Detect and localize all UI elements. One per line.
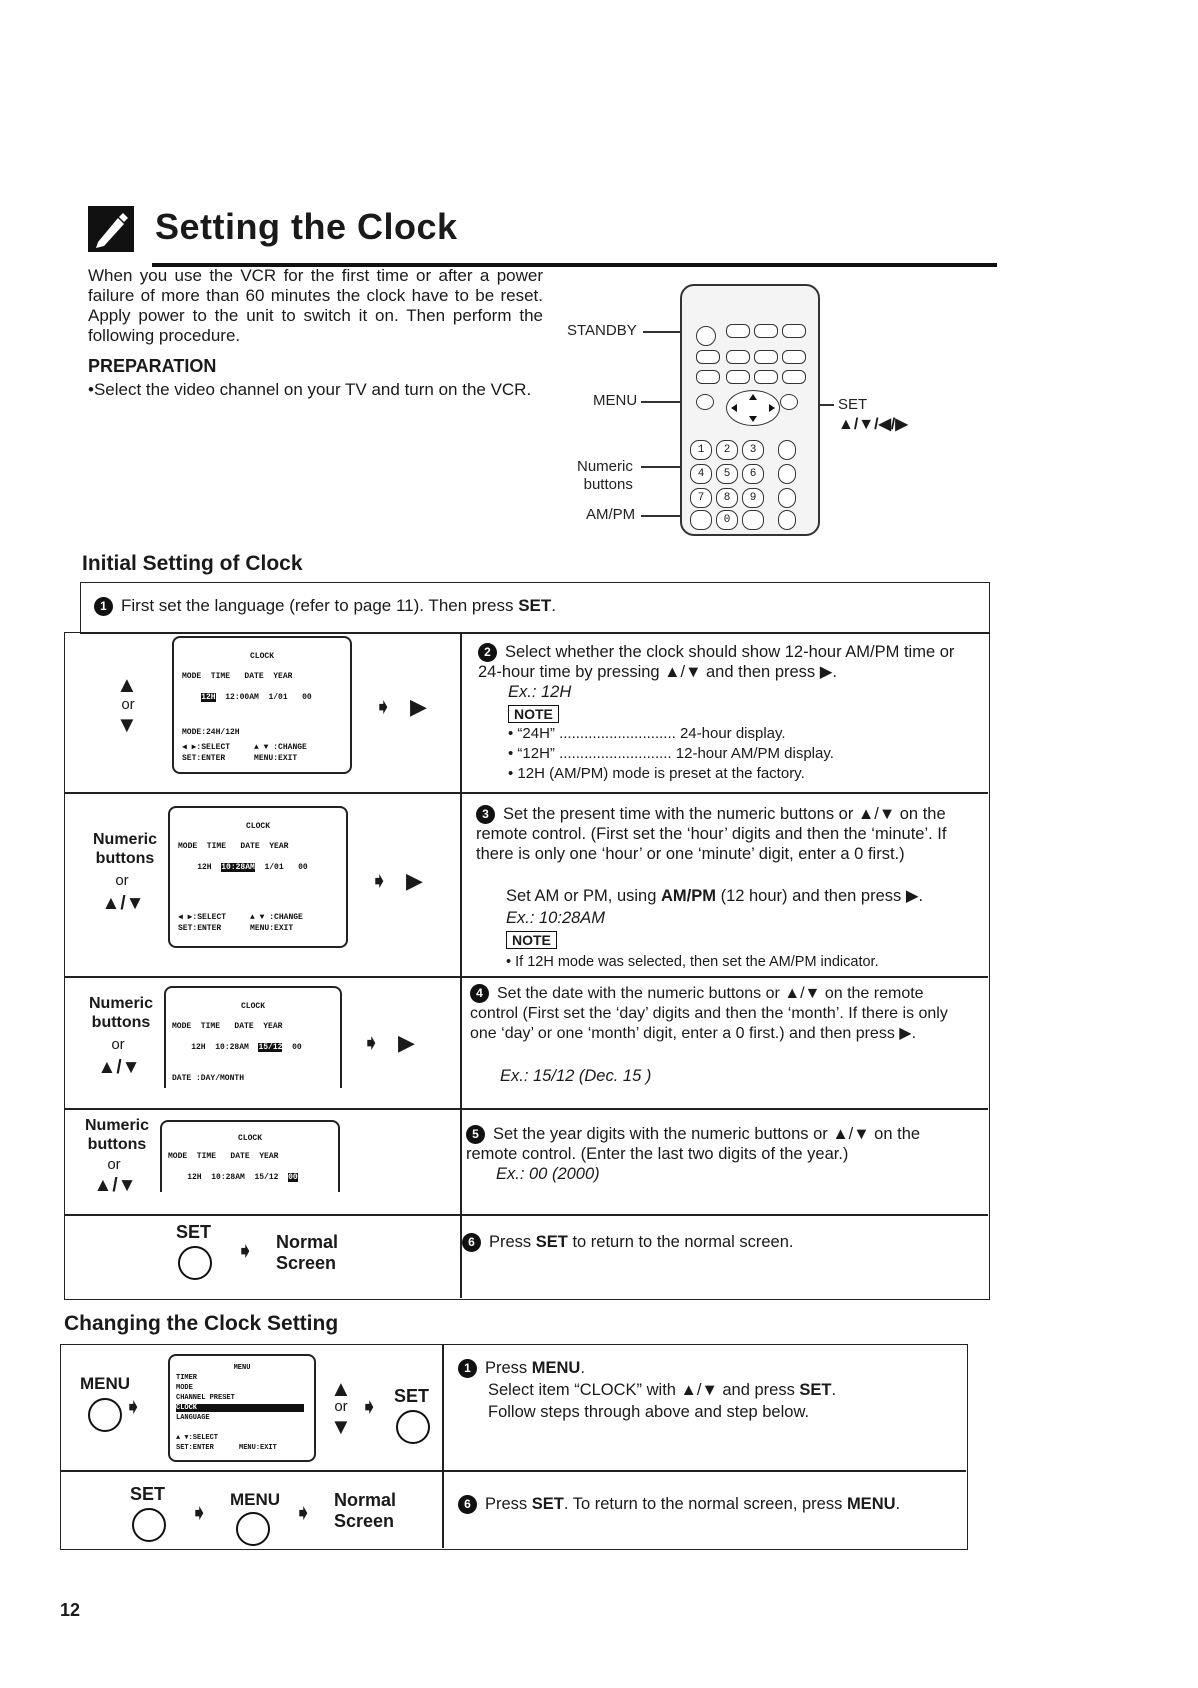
set-button-icon — [132, 1508, 166, 1542]
remote-button[interactable] — [782, 370, 806, 384]
change-step6-text: 6 Press SET. To return to the normal screen, press MENU. — [458, 1494, 958, 1514]
or-label: or — [115, 872, 129, 889]
menu-button[interactable] — [696, 394, 714, 410]
ampm-leader — [641, 515, 681, 517]
numeric-buttons-label: Numeric buttons — [84, 1117, 150, 1153]
row-divider — [64, 792, 988, 794]
right-arrow-icon: ➧ — [294, 1500, 313, 1525]
num-key[interactable]: 4 — [690, 464, 712, 484]
row-divider — [64, 1214, 988, 1216]
menu-label: MENU — [230, 1490, 281, 1509]
row-divider — [64, 1108, 988, 1110]
page-title: Setting the Clock — [155, 206, 458, 247]
numeric-buttons-label: Numeric buttons — [92, 831, 158, 867]
remote-button[interactable] — [754, 324, 778, 338]
or-label: or — [107, 1156, 121, 1173]
set-button-icon — [178, 1246, 212, 1280]
down-arrow-icon: ▼ — [330, 1414, 352, 1439]
preparation-heading: PREPARATION — [88, 356, 217, 376]
step3-note: NOTE — [506, 930, 557, 950]
right-arrow-icon: ➧ — [124, 1394, 143, 1419]
or-label: or — [121, 696, 135, 713]
num-key[interactable]: 1 — [690, 440, 712, 460]
changing-heading: Changing the Clock Setting — [64, 1312, 339, 1335]
standby-button[interactable] — [696, 326, 716, 346]
set-label: SET — [176, 1222, 212, 1242]
step2-note: NOTE — [508, 704, 559, 724]
row-divider — [60, 1470, 966, 1472]
step3-example: Ex.: 10:28AM — [506, 909, 606, 927]
standby-label: STANDBY — [567, 322, 637, 339]
column-divider — [460, 632, 462, 1298]
right-arrow-icon: ➧ — [362, 1030, 381, 1055]
num-key[interactable]: 3 — [742, 440, 764, 460]
step3-text2: Set AM or PM, using AM/PM (12 hour) and then press ▶. — [506, 887, 924, 905]
remote-button[interactable] — [742, 510, 764, 530]
step3-bullet: • If 12H mode was selected, then set the AM/PM indicator. — [506, 954, 879, 970]
num-key[interactable]: 5 — [716, 464, 738, 484]
remote-control — [680, 284, 820, 536]
set-arrows-label: ▲/▼/◀/▶ — [838, 416, 908, 433]
right-arrow-icon: ▶ — [398, 1030, 415, 1055]
step5-text: 5 Set the year digits with the numeric buttons or ▲/▼ on the remote control. (Enter the last two digits of the year.) — [466, 1125, 921, 1163]
preparation-text: •Select the video channel on your TV and turn on the VCR. — [88, 380, 532, 399]
right-arrow-icon: ▶ — [406, 868, 423, 893]
initial-heading: Initial Setting of Clock — [82, 552, 303, 575]
numeric-buttons-label: Numeric buttons — [88, 995, 154, 1031]
ampm-button[interactable] — [690, 510, 712, 530]
set-label: SET — [130, 1484, 166, 1504]
step5-example: Ex.: 00 (2000) — [496, 1165, 600, 1183]
intro-text: When you use the VCR for the first time or after a power failure of more than 60 minutes the clock have to be reset. Apply power to the unit to switch it on. Then perform the following procedure. — [88, 266, 543, 345]
num-key[interactable]: 0 — [716, 510, 738, 530]
menu-button-icon — [88, 1398, 122, 1432]
menu-button-icon — [236, 1512, 270, 1546]
column-divider — [442, 1344, 444, 1548]
set-button-icon — [396, 1410, 430, 1444]
num-key[interactable]: 2 — [716, 440, 738, 460]
right-arrow-icon: ➧ — [360, 1394, 379, 1419]
menu-label: MENU — [593, 392, 638, 409]
right-arrow-icon: ➧ — [236, 1238, 255, 1263]
remote-button[interactable] — [696, 370, 720, 384]
step2-bullet: • “24H” ............................ 24-hour display. — [508, 725, 786, 742]
num-key[interactable]: 9 — [742, 488, 764, 508]
remote-button[interactable] — [778, 464, 796, 484]
down-arrow-icon: ▼ — [116, 712, 138, 737]
row-divider — [64, 976, 988, 978]
menu-label: MENU — [80, 1374, 131, 1393]
num-key[interactable]: 8 — [716, 488, 738, 508]
numeric-label: Numeric buttons — [577, 458, 633, 493]
or-label: or — [111, 1036, 125, 1053]
remote-button[interactable] — [778, 510, 796, 530]
right-arrow-icon: ➧ — [370, 868, 389, 893]
page-number: 12 — [60, 1600, 81, 1620]
remote-button[interactable] — [778, 488, 796, 508]
numeric-leader — [641, 466, 681, 468]
pencil-icon — [88, 206, 134, 252]
up-down-icon: ▲/▼ — [101, 893, 145, 914]
set-label: SET — [394, 1386, 430, 1406]
dpad[interactable] — [726, 390, 780, 426]
up-down-icon: ▲/▼ — [93, 1175, 137, 1196]
num-key[interactable]: 6 — [742, 464, 764, 484]
change-step1-text: 1 Press MENU. — [458, 1358, 958, 1378]
change-step1b-text: Select item “CLOCK” with ▲/▼ and press SET. — [488, 1381, 837, 1399]
clock-osd-step4: CLOCK MODE TIME DATE YEAR 12H 10:28AM 15/12 00 DATE :DAY/MONTH — [164, 986, 342, 1088]
clock-osd-step2: CLOCK MODE TIME DATE YEAR 12H 12:00AM 1/01 00 MODE:24H/12H ◀ ▶:SELECT ▲ ▼ :CHANGE SET:ENTER MENU:EXIT — [172, 636, 352, 774]
remote-button[interactable] — [726, 370, 750, 384]
remote-button[interactable] — [782, 324, 806, 338]
step2-example: Ex.: 12H — [508, 683, 572, 701]
normal-screen-label: Normal Screen — [334, 1490, 397, 1531]
normal-screen-label: Normal Screen — [276, 1232, 339, 1273]
step-number: 1 — [94, 597, 113, 616]
right-arrow-icon: ➧ — [374, 694, 393, 719]
step4-text: 4 Set the date with the numeric buttons or ▲/▼ on the remote control (First set the ‘day’ digits and then the ‘month’. If there is only one ‘day’ or one ‘month’ digit, enter a 0 first.) and then press ▶. — [470, 985, 948, 1042]
step2-bullet: • “12H” ........................... 12-hour AM/PM display. — [508, 745, 834, 762]
step1-text: 1 First set the language (refer to page 11). Then press SET. — [94, 596, 556, 616]
or-label: or — [334, 1398, 348, 1415]
num-key[interactable]: 7 — [690, 488, 712, 508]
clock-osd-step5: CLOCK MODE TIME DATE YEAR 12H 10:28AM 15/12 00 — [160, 1120, 340, 1192]
step6-text: 6 Press SET to return to the normal screen. — [462, 1232, 972, 1252]
change-step1c-text: Follow steps through above and step below. — [488, 1403, 810, 1421]
remote-button[interactable] — [754, 350, 778, 364]
clock-osd-step3: CLOCK MODE TIME DATE YEAR 12H 10:28AM 1/01 00 ◀ ▶:SELECT ▲ ▼ :CHANGE SET:ENTER MENU:EXIT — [168, 806, 348, 948]
up-arrow-icon: ▲ — [330, 1376, 352, 1401]
ampm-label: AM/PM — [586, 506, 636, 523]
set-button[interactable] — [780, 394, 798, 410]
step2-text: 2 Select whether the clock should show 12-hour AM/PM time or 24-hour time by pressing ▲/▼ and then press ▶. — [478, 643, 955, 681]
remote-button[interactable] — [754, 370, 778, 384]
menu-osd: MENU TIMER MODE CHANNEL PRESET CLOCK LANGUAGE ▲ ▼:SELECT SET:ENTER MENU:EXIT — [168, 1354, 316, 1462]
right-arrow-icon: ▶ — [410, 694, 427, 719]
step3-text: 3 Set the present time with the numeric buttons or ▲/▼ on the remote control. (First set the ‘hour’ digits and then the ‘minute’. If there is only one ‘hour’ or one ‘minute’ digit, enter a 0 first.) — [476, 805, 947, 863]
step2-bullet: • 12H (AM/PM) mode is preset at the factory. — [508, 765, 805, 782]
remote-button[interactable] — [696, 350, 720, 364]
right-arrow-icon: ➧ — [190, 1500, 209, 1525]
remote-button[interactable] — [782, 350, 806, 364]
remote-button[interactable] — [778, 440, 796, 460]
up-arrow-icon: ▲ — [116, 672, 138, 697]
remote-button[interactable] — [726, 350, 750, 364]
up-down-icon: ▲/▼ — [97, 1057, 141, 1078]
remote-button[interactable] — [726, 324, 750, 338]
set-label: SET — [838, 396, 868, 413]
step4-example: Ex.: 15/12 (Dec. 15 ) — [500, 1067, 652, 1085]
